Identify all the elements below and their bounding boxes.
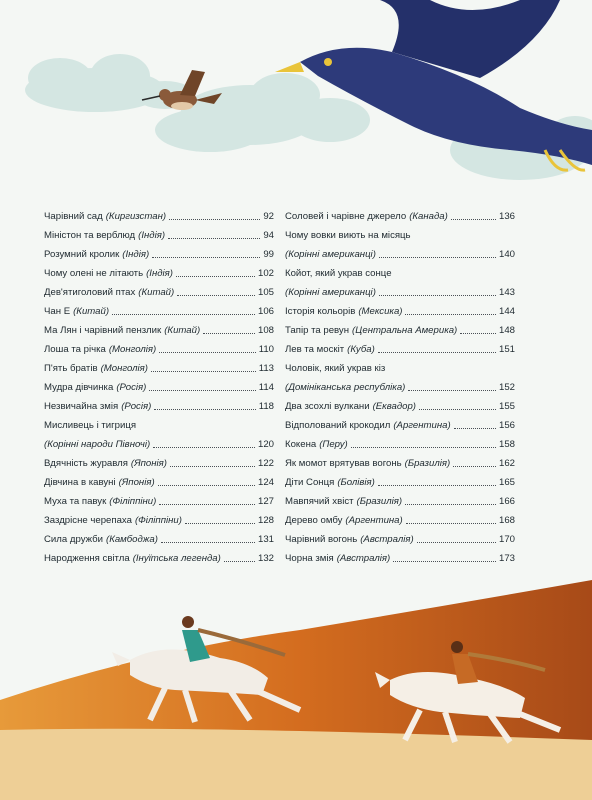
toc-entry-title: Чому вовки виють на місяць bbox=[285, 230, 411, 241]
dot-leader bbox=[224, 561, 255, 562]
toc-entry[interactable] bbox=[44, 433, 274, 451]
toc-entry-title: Мавпячий хвіст bbox=[285, 496, 354, 507]
dot-leader bbox=[405, 504, 496, 505]
toc-entry-page-number: 105 bbox=[257, 287, 274, 298]
toc-entry-page-number: 151 bbox=[498, 344, 515, 355]
toc-entry-title: Заздрісне черепаха bbox=[44, 515, 132, 526]
toc-entry-title: П'ять братів bbox=[44, 363, 98, 374]
toc-entry-page-number: 166 bbox=[498, 496, 515, 507]
toc-entry-origin: (Китай) bbox=[138, 287, 175, 298]
toc-entry-title: Ма Лян і чарівний пензлик bbox=[44, 325, 162, 336]
dot-leader bbox=[158, 485, 255, 486]
toc-entry-page-number: 102 bbox=[257, 268, 274, 279]
dot-leader bbox=[168, 238, 260, 239]
toc-entry-origin: (Бразилія) bbox=[356, 496, 403, 507]
toc-entry[interactable] bbox=[285, 243, 515, 261]
toc-entry[interactable] bbox=[44, 471, 274, 489]
toc-entry[interactable] bbox=[44, 452, 274, 470]
toc-entry-title: Чарівний вогонь bbox=[285, 534, 358, 545]
dot-leader bbox=[379, 295, 496, 296]
toc-entry-page-number: 162 bbox=[498, 458, 515, 469]
toc-entry-title: Чарівний сад bbox=[44, 211, 103, 222]
dot-leader bbox=[379, 257, 496, 258]
toc-entry-origin: (Еквадор) bbox=[372, 401, 417, 412]
toc-entry-page-number: 173 bbox=[498, 553, 515, 564]
sky-illustration bbox=[0, 0, 592, 190]
toc-entry-title: Сила дружби bbox=[44, 534, 103, 545]
toc-entry[interactable] bbox=[44, 205, 274, 223]
toc-entry-page-number: 152 bbox=[498, 382, 515, 393]
toc-entry-origin: (Індія) bbox=[122, 249, 150, 260]
dot-leader bbox=[159, 352, 255, 353]
toc-entry-title: Мисливець і тигриця bbox=[44, 420, 137, 431]
toc-entry-page-number: 132 bbox=[257, 553, 274, 564]
dot-leader bbox=[185, 523, 255, 524]
toc-entry-origin: (Перу) bbox=[319, 439, 348, 450]
toc-entry[interactable] bbox=[44, 300, 274, 318]
dot-leader bbox=[169, 219, 260, 220]
toc-entry-origin: (Індія) bbox=[146, 268, 173, 279]
toc-entry-title: Відполований крокодил bbox=[285, 420, 391, 431]
toc-entry-title: Два зсохлі вулкани bbox=[285, 401, 370, 412]
toc-entry-title: Дівчина в кавуні bbox=[44, 477, 116, 488]
dot-leader bbox=[454, 428, 496, 429]
toc-entry[interactable] bbox=[285, 338, 515, 356]
toc-entry[interactable] bbox=[285, 357, 515, 375]
toc-entry-title: Незвичайна змія bbox=[44, 401, 119, 412]
toc-entry-title: Історія кольорів bbox=[285, 306, 356, 317]
crow-icon bbox=[275, 0, 592, 170]
desert-illustration bbox=[0, 570, 592, 800]
dot-leader bbox=[460, 333, 496, 334]
toc-entry-page-number: 120 bbox=[257, 439, 274, 450]
toc-entry-title: Дев'ятиголовий птах bbox=[44, 287, 136, 298]
toc-entry[interactable] bbox=[285, 509, 515, 527]
toc-entry[interactable] bbox=[44, 528, 274, 546]
toc-entry-page-number: 165 bbox=[498, 477, 515, 488]
toc-entry-page-number: 106 bbox=[257, 306, 274, 317]
dot-leader bbox=[405, 314, 496, 315]
toc-entry[interactable] bbox=[285, 281, 515, 299]
toc-entry-origin: (Аргентина) bbox=[345, 515, 403, 526]
dot-leader bbox=[152, 257, 260, 258]
toc-entry[interactable] bbox=[44, 243, 274, 261]
toc-entry-page-number: 155 bbox=[498, 401, 515, 412]
toc-entry-page-number: 128 bbox=[257, 515, 274, 526]
dot-leader bbox=[408, 390, 496, 391]
dot-leader bbox=[378, 352, 496, 353]
toc-entry-page-number: 99 bbox=[263, 249, 274, 260]
toc-entry[interactable] bbox=[285, 490, 515, 508]
toc-entry-title: Тапір та ревун bbox=[285, 325, 350, 336]
toc-entry[interactable] bbox=[285, 471, 515, 489]
toc-entry-page-number: 140 bbox=[498, 249, 515, 260]
toc-entry-origin: (Китай) bbox=[73, 306, 110, 317]
toc-entry[interactable] bbox=[285, 414, 515, 432]
toc-entry[interactable] bbox=[285, 395, 515, 413]
toc-entry-origin: (Монголія) bbox=[100, 363, 148, 374]
toc-entry[interactable] bbox=[44, 224, 274, 242]
toc-entry-title: Як момот врятував вогонь bbox=[285, 458, 402, 469]
toc-entry[interactable] bbox=[44, 395, 274, 413]
dot-leader bbox=[153, 447, 255, 448]
toc-entry[interactable] bbox=[44, 357, 274, 375]
toc-entry-origin: (Японія) bbox=[118, 477, 155, 488]
toc-entry-title: Розумний кролик bbox=[44, 249, 120, 260]
toc-entry-origin: (Болівія) bbox=[337, 477, 375, 488]
toc-entry-page-number: 127 bbox=[257, 496, 274, 507]
toc-entry-origin: (Австралія) bbox=[336, 553, 391, 564]
toc-entry[interactable] bbox=[44, 281, 274, 299]
toc-entry-title: Чан Е bbox=[44, 306, 71, 317]
toc-entry-title: Дерево омбу bbox=[285, 515, 343, 526]
dot-leader bbox=[417, 542, 496, 543]
toc-entry-page-number: 131 bbox=[257, 534, 274, 545]
toc-entry-page-number: 113 bbox=[258, 363, 274, 374]
toc-entry-page-number: 170 bbox=[498, 534, 515, 545]
dot-leader bbox=[159, 504, 255, 505]
toc-entry[interactable] bbox=[285, 547, 515, 565]
dot-leader bbox=[419, 409, 496, 410]
toc-entry-title: Муха та павук bbox=[44, 496, 107, 507]
toc-entry-origin: (Мексика) bbox=[358, 306, 403, 317]
toc-entry-page-number: 92 bbox=[263, 211, 274, 222]
dot-leader bbox=[161, 542, 255, 543]
toc-entry-origin: (Куба) bbox=[347, 344, 375, 355]
toc-entry-origin: (Інуїтська легенда) bbox=[132, 553, 221, 564]
toc-entry-title: Кокена bbox=[285, 439, 317, 450]
dot-leader bbox=[378, 485, 496, 486]
toc-entry-title: Чоловік, який украв кіз bbox=[285, 363, 386, 374]
sand-foreground bbox=[0, 729, 592, 800]
toc-entry-page-number: 143 bbox=[498, 287, 515, 298]
toc-entry[interactable] bbox=[44, 509, 274, 527]
toc-entry-title: Лоша та річка bbox=[44, 344, 106, 355]
toc-entry-page-number: 156 bbox=[498, 420, 515, 431]
toc-entry[interactable] bbox=[285, 376, 515, 394]
toc-entry-page-number: 124 bbox=[257, 477, 274, 488]
dot-leader bbox=[351, 447, 496, 448]
toc-entry-origin: (Росія) bbox=[121, 401, 152, 412]
toc-entry-page-number: 168 bbox=[498, 515, 515, 526]
dot-leader bbox=[406, 523, 496, 524]
toc-entry-origin: (Китай) bbox=[164, 325, 201, 336]
dot-leader bbox=[170, 466, 255, 467]
toc-entry-origin: (Австралія) bbox=[360, 534, 414, 545]
toc-entry-origin: (Філіппіни) bbox=[109, 496, 157, 507]
toc-entry-origin: (Домініканська республіка) bbox=[285, 382, 406, 393]
toc-entry[interactable] bbox=[285, 528, 515, 546]
toc-entry[interactable] bbox=[285, 262, 515, 280]
toc-entry-title: Чому олені не літають bbox=[44, 268, 144, 279]
toc-entry-origin: (Корінні американці) bbox=[285, 287, 376, 298]
toc-entry-origin: (Філіппіни) bbox=[134, 515, 182, 526]
toc-entry[interactable] bbox=[285, 452, 515, 470]
toc-entry-origin: (Індія) bbox=[138, 230, 166, 241]
toc-entry[interactable] bbox=[285, 205, 515, 223]
toc-entry-title: Чорна змія bbox=[285, 553, 334, 564]
toc-entry-origin: (Канада) bbox=[409, 211, 448, 222]
dot-leader bbox=[453, 466, 496, 467]
dot-leader bbox=[393, 561, 496, 562]
toc-entry-page-number: 110 bbox=[258, 344, 274, 355]
toc-entry-page-number: 118 bbox=[258, 401, 274, 412]
toc-entry[interactable] bbox=[285, 319, 515, 337]
toc-entry[interactable] bbox=[44, 490, 274, 508]
toc-entry-origin: (Бразилія) bbox=[404, 458, 451, 469]
toc-entry-title: Вдячність журавля bbox=[44, 458, 128, 469]
toc-entry[interactable] bbox=[285, 433, 515, 451]
toc-entry-title: Соловей і чарівне джерело bbox=[285, 211, 407, 222]
toc-entry[interactable] bbox=[44, 338, 274, 356]
toc-entry-origin: (Монголія) bbox=[108, 344, 157, 355]
toc-entry-origin: (Киргизстан) bbox=[105, 211, 167, 222]
toc-entry-title: Койот, який украв сонце bbox=[285, 268, 392, 279]
toc-entry-title: Лев та москіт bbox=[285, 344, 345, 355]
toc-entry-origin: (Росія) bbox=[116, 382, 147, 393]
toc-entry-page-number: 108 bbox=[257, 325, 274, 336]
toc-entry-origin: (Аргентина) bbox=[393, 420, 451, 431]
toc-entry-page-number: 144 bbox=[498, 306, 515, 317]
toc-entry-page-number: 122 bbox=[257, 458, 274, 469]
toc-entry-origin: (Центральна Америка) bbox=[352, 325, 458, 336]
toc-entry-origin: (Японія) bbox=[130, 458, 168, 469]
toc-entry[interactable] bbox=[44, 414, 274, 432]
toc-entry[interactable] bbox=[44, 376, 274, 394]
toc-entry[interactable] bbox=[285, 300, 515, 318]
toc-entry[interactable] bbox=[44, 319, 274, 337]
toc-entry-page-number: 114 bbox=[258, 382, 274, 393]
toc-entry-title: Міністон та верблюд bbox=[44, 230, 136, 241]
dot-leader bbox=[176, 276, 255, 277]
toc-entry-origin: (Корінні американці) bbox=[285, 249, 376, 260]
dot-leader bbox=[112, 314, 255, 315]
toc-entry-title: Народження світла bbox=[44, 553, 130, 564]
dot-leader bbox=[451, 219, 496, 220]
toc-entry-origin: (Камбоджа) bbox=[106, 534, 158, 545]
toc-entry-page-number: 148 bbox=[498, 325, 515, 336]
dot-leader bbox=[203, 333, 255, 334]
toc-entry-title: Діти Сонця bbox=[285, 477, 335, 488]
toc-entry-page-number: 94 bbox=[263, 230, 274, 241]
toc-entry[interactable] bbox=[285, 224, 515, 242]
dot-leader bbox=[151, 371, 256, 372]
toc-entry-title: Мудра дівчинка bbox=[44, 382, 114, 393]
toc-entry[interactable] bbox=[44, 262, 274, 280]
toc-entry-page-number: 158 bbox=[498, 439, 515, 450]
dot-leader bbox=[154, 409, 255, 410]
dot-leader bbox=[177, 295, 255, 296]
toc-entry[interactable] bbox=[44, 547, 274, 565]
toc-entry-page-number: 136 bbox=[498, 211, 515, 222]
dot-leader bbox=[149, 390, 255, 391]
toc-entry-origin: (Корінні народи Півночі) bbox=[44, 439, 151, 450]
